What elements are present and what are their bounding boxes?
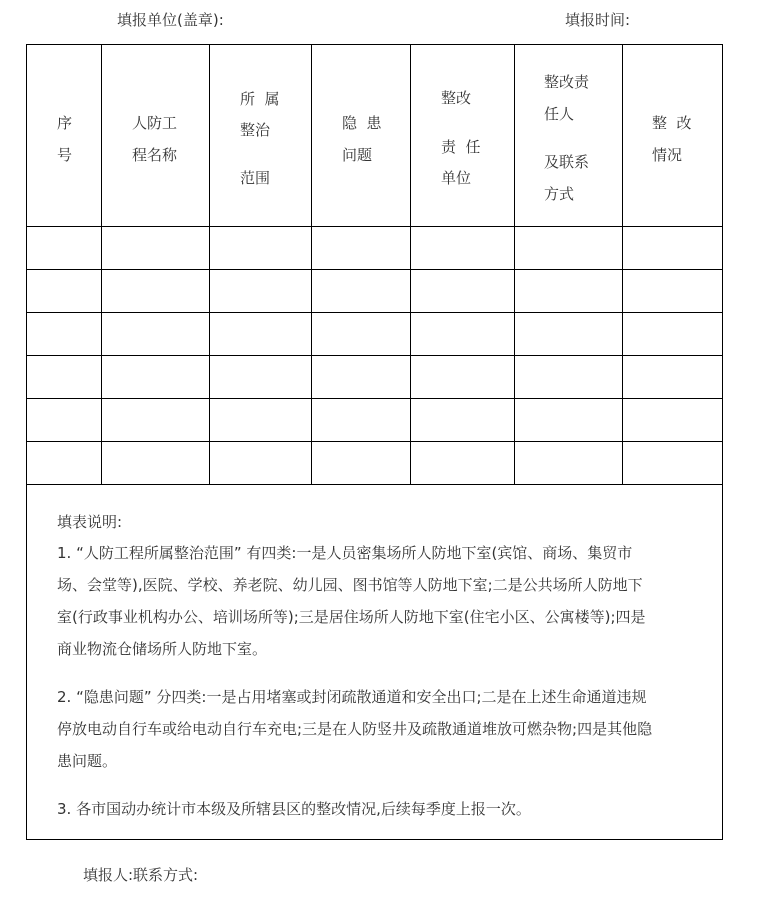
instruction-line: 商业物流仓储场所人防地下室。 bbox=[57, 640, 268, 658]
instruction-line: 2. “隐患问题” 分四类:一是占用堵塞或封闭疏散通道和安全出口;二是在上述生命通道违规 bbox=[57, 688, 647, 706]
instruction-line: 患问题。 bbox=[57, 752, 118, 770]
instruction-line: 1. “人防工程所属整治范围” 有四类:一是人员密集场所人防地下室(宾馆、商场、集贸市 bbox=[57, 544, 633, 562]
instruction-line: 室(行政事业机构办公、培训场所等);三是居住场所人防地下室(住宅小区、公寓楼等);四是 bbox=[57, 608, 646, 626]
instruction-line: 场、会堂等),医院、学校、养老院、幼儿园、图书馆等人防地下室;二是公共场所人防地下 bbox=[57, 576, 643, 594]
instruction-line: 停放电动自行车或给电动自行车充电;三是在人防竖井及疏散通道堆放可燃杂物;四是其他隐 bbox=[57, 720, 653, 738]
instructions-box bbox=[26, 484, 723, 840]
reporting-time-label: 填报时间: bbox=[565, 11, 631, 29]
filler-contact-label: 填报人:联系方式: bbox=[83, 866, 199, 884]
instructions-title: 填表说明: bbox=[57, 513, 123, 531]
document-page: 填报单位(盖章): 填报时间: 序 号 人防工 程名称 所 属 整治 范围 隐 患 问题 整改 责 任 单位 整改责 任人 及联系 方式 整 改 情况 填表说明: 1. “人防工程所属整治范围” 有四类:一是人员密集场所人防地下室(宾馆、商场、集贸市 场、会堂等),医院、学校、养老院、幼儿园、图书馆等人防地下室;二是公共场所人防地下 室(行政事业机构办公、培训场所等);三是居住场所人防地下室(住宅小区、公寓楼等);四是 商业物流仓储场所人防地下室。 2. “隐患问题” 分四类:一是占用堵塞或封闭疏散通道和安全出口;二是在上述生命通道违规 停放电动自行车或给电动自行车充电;三是在人防竖井及疏散通道堆放可燃杂物;四是其他隐 患问题。 3. 各市国动办统计市本级及所辖县区的整改情况,后续每季度上报一次。 填报人:联系方式: bbox=[0, 0, 761, 900]
reporting-unit-label: 填报单位(盖章): bbox=[117, 11, 224, 29]
instruction-line: 3. 各市国动办统计市本级及所辖县区的整改情况,后续每季度上报一次。 bbox=[57, 800, 531, 818]
